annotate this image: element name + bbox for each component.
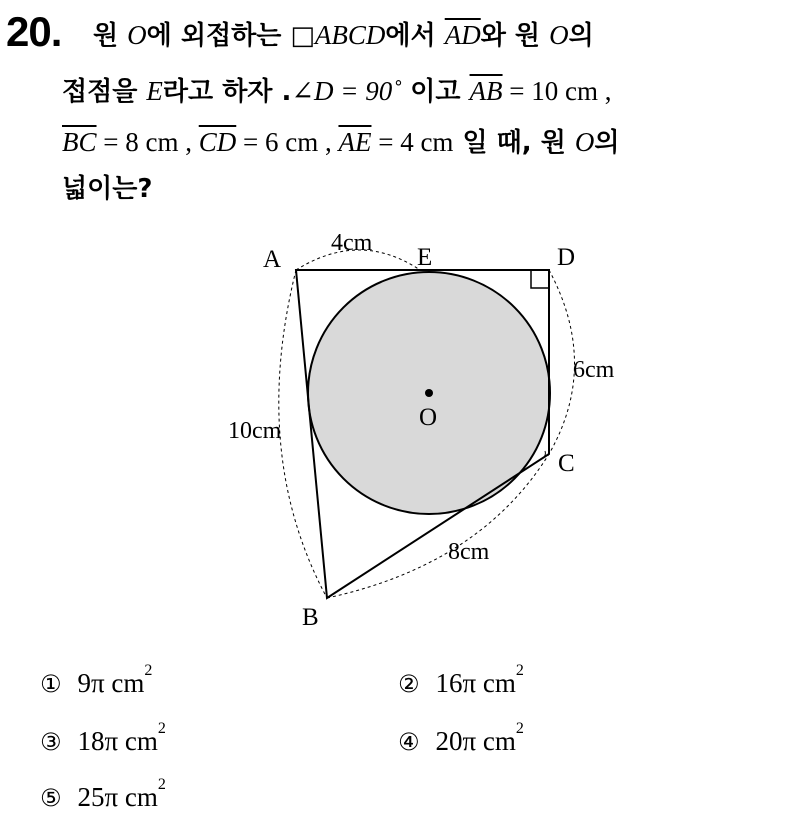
question-line-3 [62,125,620,160]
choice-2-value: 16π cm [435,668,516,698]
q1-text-a: 원 [93,21,128,51]
q2-text-c: 이고 [401,77,470,107]
choice-5-value: 25π cm [77,782,158,812]
q3-segment-ae: $\overline{AE}$ [338,127,372,157]
label-b: B [302,604,319,631]
length-cd: 6cm [573,357,615,383]
choice-3-value: 18π cm [77,726,158,756]
q2-ab-value: = 10 cm , [502,76,612,106]
choice-3-mark: ③ [40,728,62,756]
label-c: C [558,450,575,477]
choice-2-mark: ② [398,670,420,698]
length-ae: 4cm [331,230,373,256]
choice-4-exp: 2 [515,720,524,737]
geometry-figure [210,225,615,635]
length-bc: 8cm [448,539,490,565]
question-number: 20. [6,8,62,55]
q1-quad-abcd: ABCD [314,20,386,50]
q3-bc-value: = 8 cm , [96,127,199,157]
q1-text-e: 의 [568,21,594,51]
arc-cd [549,270,575,454]
label-d: D [557,244,576,271]
length-ab: 10cm [228,418,282,444]
label-a: A [263,246,282,273]
choice-1-value: 9π cm [77,668,145,698]
choice-1-exp: 2 [144,662,153,679]
choice-2-exp: 2 [515,662,524,679]
question-line-1 [93,18,594,53]
choice-4-value: 20π cm [435,726,516,756]
q1-text-c: 에서 [385,21,445,51]
q1-text-b: 에 외접하는 □ [146,21,315,51]
q1-circle-o: O [127,20,147,50]
q3-text-b: 의 [594,128,620,158]
choice-4-mark: ④ [398,728,420,756]
q2-text-a: 접점을 [62,77,147,107]
q1-segment-ad: $\overline{AD}$ [444,20,481,50]
choice-5-exp: 2 [157,776,166,793]
choice-5[interactable] [40,776,166,813]
q2-text-b: 라고 하자 . [162,77,292,107]
label-e: E [417,244,433,271]
choice-2[interactable] [398,662,524,699]
choice-5-mark: ⑤ [40,784,62,812]
q2-angle-d: ∠D = 90˚ [291,76,402,106]
choice-3[interactable] [40,720,166,757]
q3-circle-o: O [574,127,595,157]
q3-ae-value: = 4 cm [371,127,454,157]
question-line-2 [62,74,612,109]
center-point [425,389,433,397]
choice-4[interactable] [398,720,524,757]
q2-point-e: E [146,76,163,106]
q2-segment-ab: $\overline{AB}$ [469,76,503,106]
choice-3-exp: 2 [157,720,166,737]
q3-text-a: 일 때, 원 [453,128,575,158]
q3-segment-bc: $\overline{BC}$ [62,127,97,157]
question-line-4: 넓이는? [62,174,153,204]
label-o: O [419,404,438,431]
choice-1-mark: ① [40,670,62,698]
right-angle-mark [531,270,549,288]
q1-circle-o2: O [549,20,569,50]
choice-1[interactable] [40,662,153,699]
q3-cd-value: = 6 cm , [236,127,339,157]
q1-text-d: 와 원 [480,21,550,51]
q3-segment-cd: $\overline{CD}$ [198,127,237,157]
